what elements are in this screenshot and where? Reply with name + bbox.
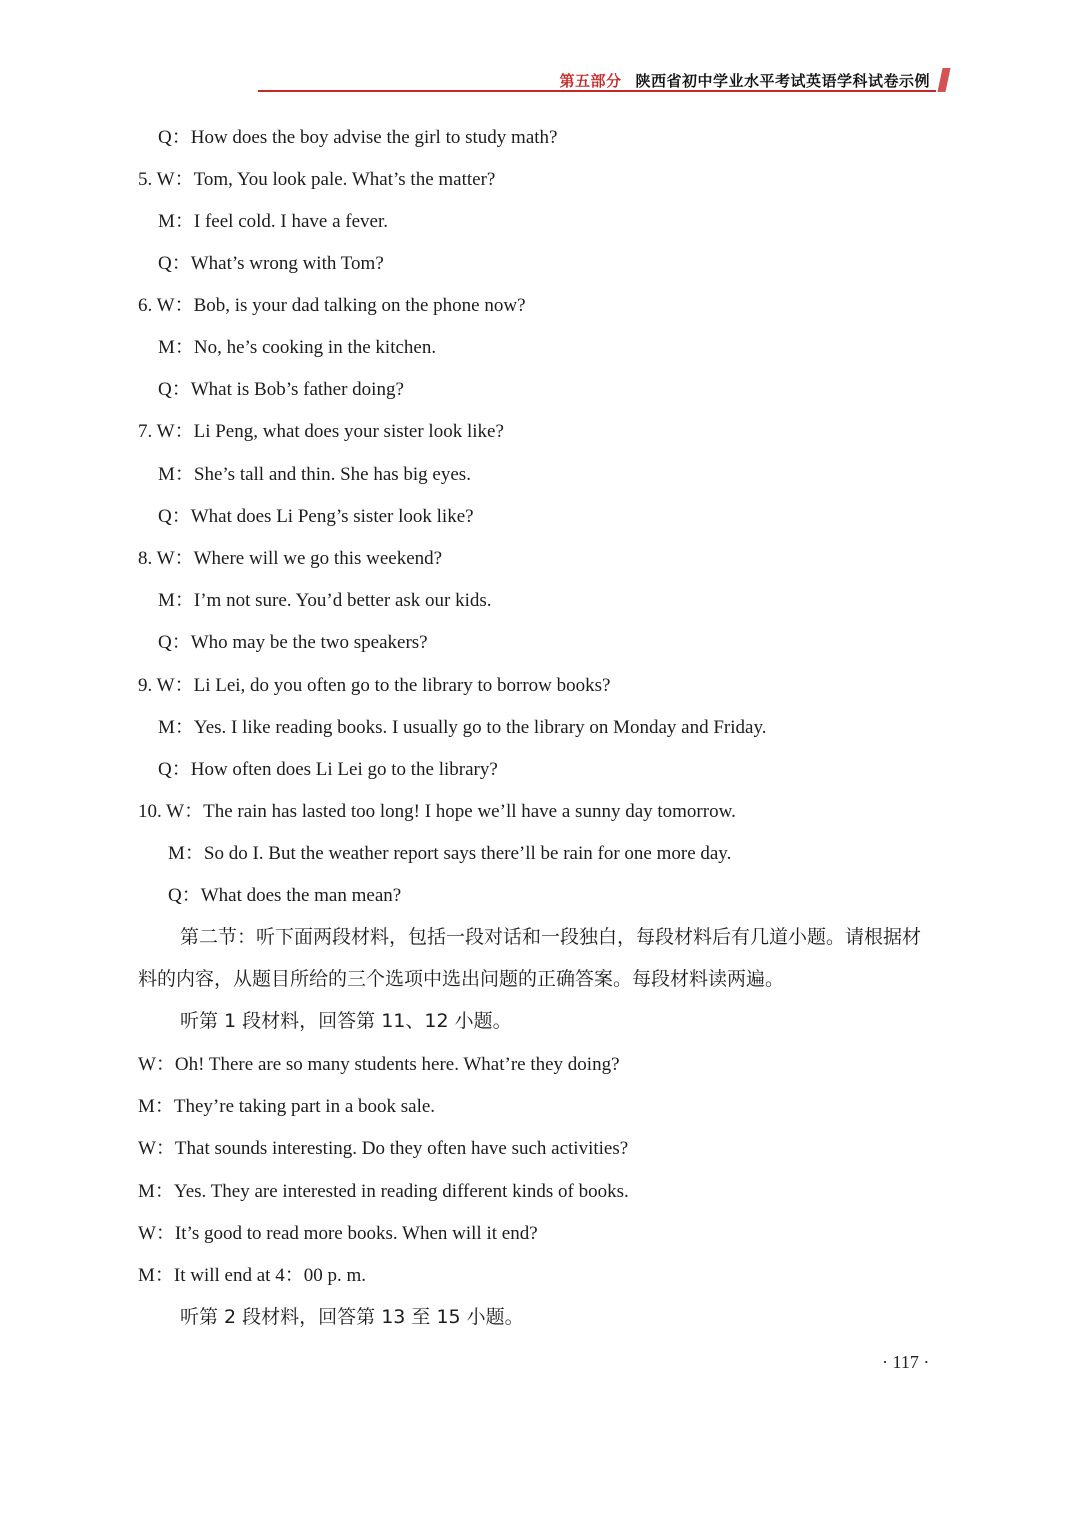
text-line: Q：Who may be the two speakers? [158,632,428,653]
header-text [559,70,930,91]
header-title: 陕西省初中学业水平考试英语学科试卷示例 [635,72,930,90]
text-line: Q：What is Bob’s father doing? [158,379,404,400]
text-line: W：That sounds interesting. Do they often have such activities? [138,1138,629,1159]
section-instruction: 料的内容，从题目所给的三个选项中选出问题的正确答案。每段材料读两遍。 [138,968,785,990]
page-number: · 117 · [882,1352,930,1372]
text-line: M：No, he’s cooking in the kitchen. [158,337,437,358]
text-line: Q：How often does Li Lei go to the library? [158,759,498,780]
passage-instruction: 听第 2 段材料，回答第 13 至 15 小题。 [180,1306,524,1328]
text-line: 5. W：Tom, You look pale. What’s the matter? [138,169,496,190]
text-line: M：I feel cold. I have a fever. [158,211,389,232]
text-line: 9. W：Li Lei, do you often go to the library to borrow books? [138,675,611,696]
text-line: W：Oh! There are so many students here. What’re they doing? [138,1054,620,1075]
text-line: M：Yes. They are interested in reading different kinds of books. [138,1181,629,1202]
text-line: M：It will end at 4：00 p. m. [138,1265,366,1286]
text-line: 10. W：The rain has lasted too long! I hope we’ll have a sunny day tomorrow. [138,801,736,822]
running-header [258,66,948,94]
text-line: 7. W：Li Peng, what does your sister look like? [138,421,504,442]
text-line: M：I’m not sure. You’d better ask our kids. [158,590,492,611]
text-line: Q：What does Li Peng’s sister look like? [158,506,474,527]
text-line: M：So do I. But the weather report says there’ll be rain for one more day. [168,843,732,864]
text-line: 6. W：Bob, is your dad talking on the phone now? [138,295,526,316]
text-line: M：Yes. I like reading books. I usually go to the library on Monday and Friday. [158,717,767,738]
text-line: 8. W：Where will we go this weekend? [138,548,443,569]
passage-instruction: 听第 1 段材料，回答第 11、12 小题。 [180,1010,512,1032]
text-line: M：They’re taking part in a book sale. [138,1096,436,1117]
header-part-label: 第五部分 [559,72,622,90]
text-line: M：She’s tall and thin. She has big eyes. [158,464,471,485]
text-line: W：It’s good to read more books. When will it end? [138,1223,538,1244]
text-line: Q：How does the boy advise the girl to study math? [158,127,558,148]
text-line: Q：What’s wrong with Tom? [158,253,384,274]
header-accent-mark [937,68,950,92]
text-line: Q：What does the man mean? [168,885,402,906]
section-instruction: 第二节：听下面两段材料，包括一段对话和一段独白，每段材料后有几道小题。请根据材 [180,926,922,948]
